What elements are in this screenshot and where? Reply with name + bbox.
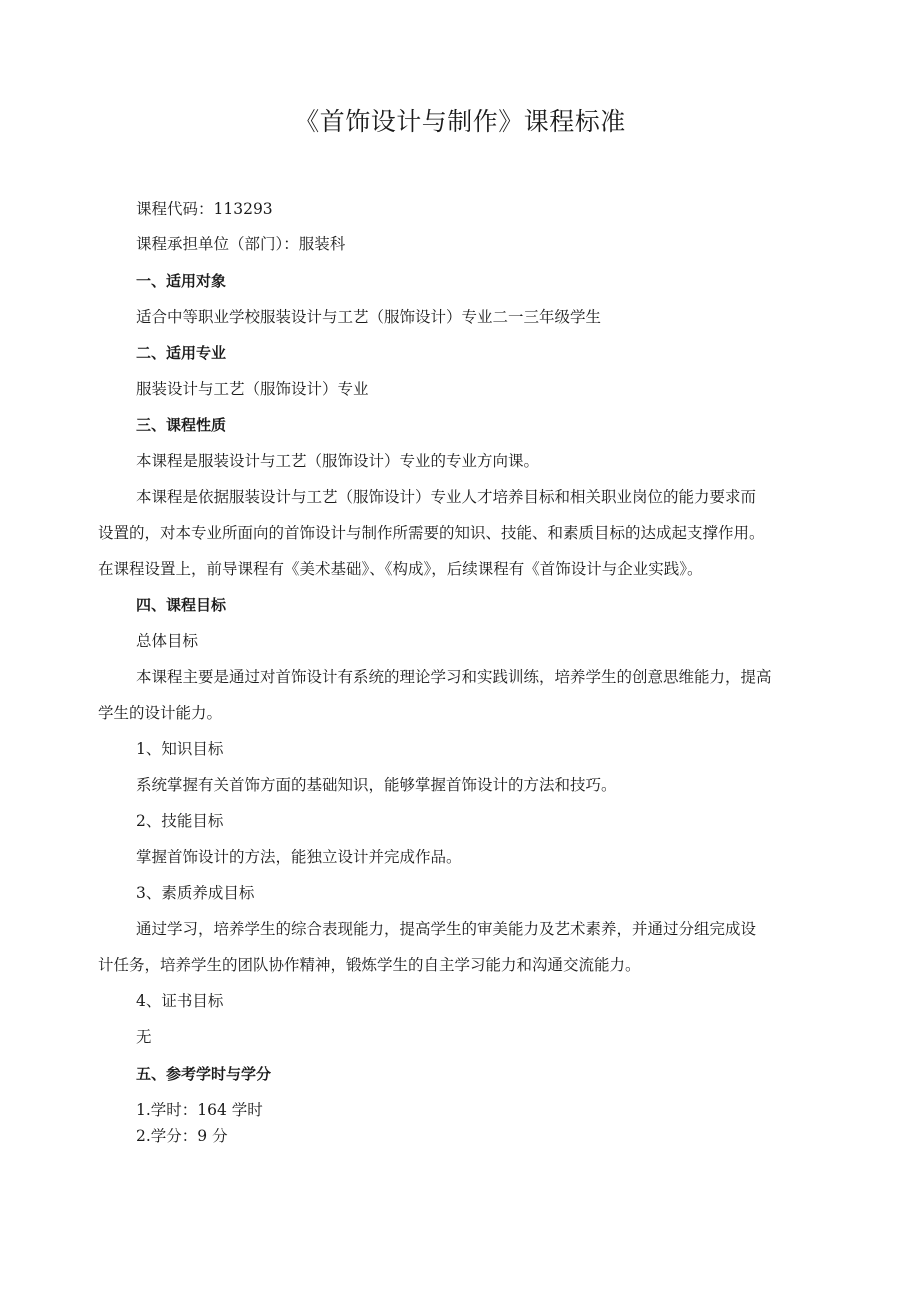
section-3-para-1: 本课程是服装设计与工艺（服饰设计）专业的专业方向课。 bbox=[136, 452, 540, 470]
section-heading-5: 五、参考学时与学分 bbox=[136, 1065, 272, 1083]
quality-goal-label: 3、素质养成目标 bbox=[136, 884, 255, 902]
knowledge-goal-label: 1、知识目标 bbox=[136, 740, 224, 758]
knowledge-goal-text: 系统掌握有关首饰方面的基础知识，能够掌握首饰设计的方法和技巧。 bbox=[136, 776, 617, 794]
section-text-1: 适合中等职业学校服装设计与工艺（服饰设计）专业二一三年级学生 bbox=[136, 308, 602, 326]
section-heading-1: 一、适用对象 bbox=[136, 272, 227, 290]
study-hours: 1.学时：164 学时 bbox=[136, 1101, 263, 1119]
section-heading-3: 三、课程性质 bbox=[136, 416, 227, 434]
section-text-2: 服装设计与工艺（服饰设计）专业 bbox=[136, 380, 369, 398]
overall-goal-label: 总体目标 bbox=[136, 632, 199, 650]
section-3-para-2-line-1: 本课程是依据服装设计与工艺（服饰设计）专业人才培养目标和相关职业岗位的能力要求而 bbox=[136, 488, 757, 506]
course-unit: 课程承担单位（部门）：服装科 bbox=[136, 235, 346, 253]
section-3-para-2-line-2: 设置的，对本专业所面向的首饰设计与制作所需要的知识、技能、和素质目标的达成起支撑作用。 bbox=[98, 524, 765, 542]
skill-goal-text: 掌握首饰设计的方法，能独立设计并完成作品。 bbox=[136, 848, 462, 866]
study-credits: 2.学分：9 分 bbox=[136, 1127, 228, 1145]
document-title: 《首饰设计与制作》课程标准 bbox=[294, 107, 626, 136]
quality-goal-line-2: 计任务，培养学生的团队协作精神，锻炼学生的自主学习能力和沟通交流能力。 bbox=[98, 956, 641, 974]
overall-goal-line-2: 学生的设计能力。 bbox=[98, 704, 223, 722]
overall-goal-line-1: 本课程主要是通过对首饰设计有系统的理论学习和实践训练，培养学生的创意思维能力，提高 bbox=[136, 668, 772, 686]
quality-goal-line-1: 通过学习，培养学生的综合表现能力，提高学生的审美能力及艺术素养，并通过分组完成设 bbox=[136, 920, 757, 938]
skill-goal-label: 2、技能目标 bbox=[136, 812, 224, 830]
section-heading-2: 二、适用专业 bbox=[136, 344, 227, 362]
certificate-goal-label: 4、证书目标 bbox=[136, 992, 224, 1010]
section-3-para-2-line-3: 在课程设置上，前导课程有《美术基础》、《构成》，后续课程有《首饰设计与企业实践》。 bbox=[98, 560, 703, 578]
certificate-goal-text: 无 bbox=[136, 1028, 152, 1046]
section-heading-4: 四、课程目标 bbox=[136, 596, 227, 614]
course-code: 课程代码：113293 bbox=[136, 200, 273, 218]
